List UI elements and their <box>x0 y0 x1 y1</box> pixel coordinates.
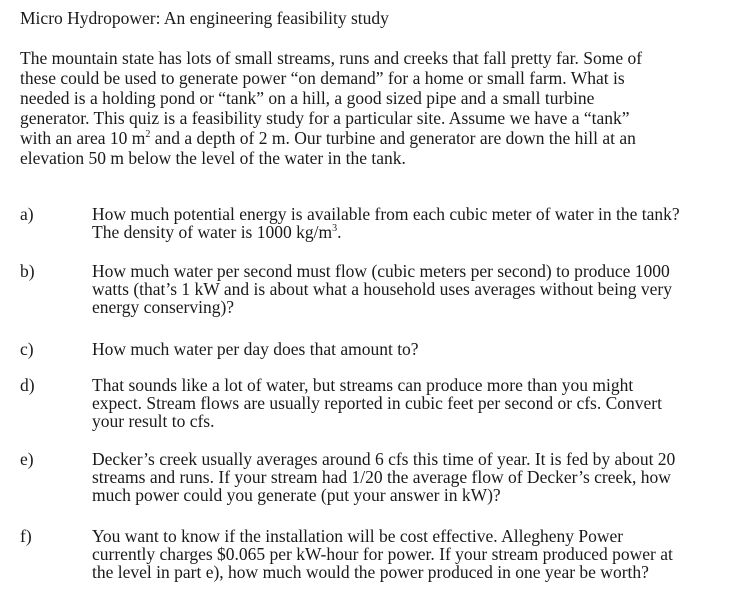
question-text-part: . <box>337 222 342 242</box>
question-line: your result to cfs. <box>92 411 215 431</box>
question-line: watts (that’s 1 kW and is about what a household uses averages without being very <box>92 279 672 299</box>
question-label: c) <box>20 339 34 359</box>
intro-line: generator. This quiz is a feasibility study for a particular site. Assume we have a “tank” <box>20 108 630 128</box>
question-line: How much water per second must flow (cubic meters per second) to produce 1000 <box>92 261 670 281</box>
question-label: a) <box>20 204 34 224</box>
superscript: 3 <box>332 223 338 234</box>
intro-line: needed is a holding pond or “tank” on a hill, a good sized pipe and a small turbine <box>20 88 595 108</box>
question-line: energy conserving)? <box>92 297 235 317</box>
question-line: much power could you generate (put your answer in kW)? <box>92 485 501 505</box>
question-label: f) <box>20 526 32 546</box>
intro-line: elevation 50 m below the level of the water in the tank. <box>20 148 406 168</box>
question-line <box>92 223 732 241</box>
question-line: How much water per day does that amount to? <box>92 339 419 359</box>
question-label: b) <box>20 261 35 281</box>
question-text <box>92 527 732 581</box>
intro-line <box>20 128 720 148</box>
document-title: Micro Hydropower: An engineering feasibility study <box>20 8 389 28</box>
question-text <box>92 340 732 358</box>
question-line: You want to know if the installation will be cost effective. Allegheny Power <box>92 526 624 546</box>
question-line: currently charges $0.065 per kW-hour for power. If your stream produced power at <box>92 544 673 564</box>
question-line: expect. Stream flows are usually reported in cubic feet per second or cfs. Convert <box>92 393 662 413</box>
intro-text: and a depth of 2 m. Our turbine and generator are down the hill at an <box>150 128 636 148</box>
question-text <box>92 376 732 430</box>
question-label: e) <box>20 449 34 469</box>
question-label: d) <box>20 375 35 395</box>
superscript: 2 <box>145 129 151 140</box>
question-text <box>92 450 732 504</box>
intro-paragraph <box>20 48 720 168</box>
question-line: streams and runs. If your stream had 1/20 the average flow of Decker’s creek, how <box>92 467 671 487</box>
question-line: the level in part e), how much would the power produced in one year be worth? <box>92 562 649 582</box>
intro-line: these could be used to generate power “on demand” for a home or small farm. What is <box>20 68 625 88</box>
intro-text: with an area 10 m <box>20 128 146 148</box>
question-text-part: The density of water is 1000 kg/m <box>92 222 333 242</box>
question-text <box>92 205 732 241</box>
question-line: How much potential energy is available from each cubic meter of water in the tank? <box>92 204 680 224</box>
question-text <box>92 262 732 316</box>
question-line: Decker’s creek usually averages around 6 cfs this time of year. It is fed by about 20 <box>92 449 676 469</box>
question-line: That sounds like a lot of water, but streams can produce more than you might <box>92 375 634 395</box>
intro-line: The mountain state has lots of small streams, runs and creeks that fall pretty far. Some of <box>20 48 643 68</box>
